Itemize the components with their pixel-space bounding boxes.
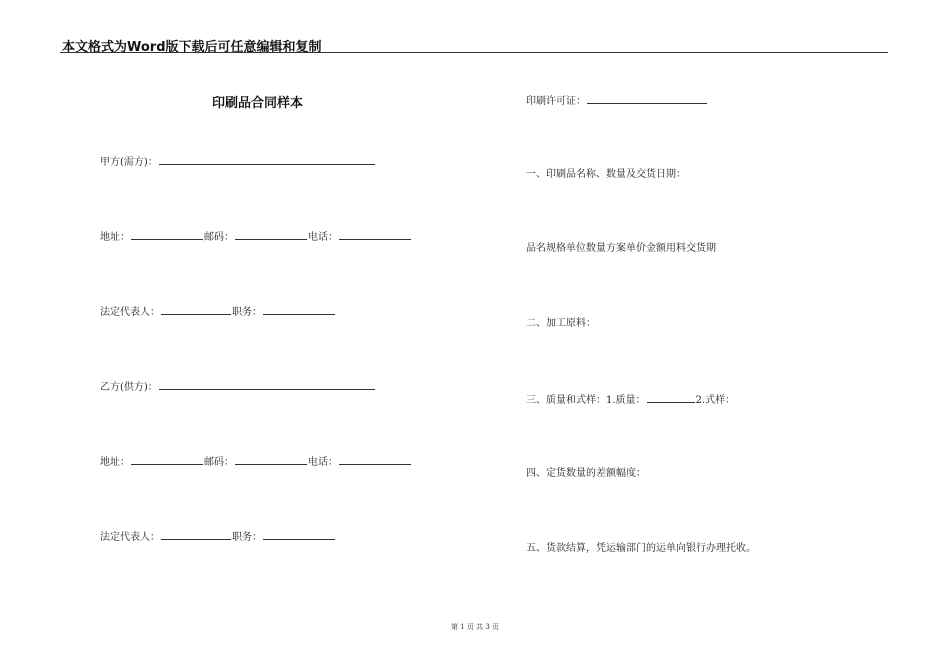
rep-a-blank[interactable] [161, 304, 231, 315]
post-a-blank[interactable] [263, 304, 335, 315]
address-a-label: 地址： [100, 232, 130, 243]
party-a-line [100, 154, 376, 168]
section-1-columns: 品名规格单位数量方案单价金额用料交货期 [526, 243, 716, 254]
license-label: 印刷许可证： [526, 96, 586, 107]
section-3-line [526, 392, 735, 406]
rep-a-line [100, 304, 336, 318]
rep-a-label: 法定代表人： [100, 307, 160, 318]
header-divider [60, 52, 888, 53]
address-b-line [100, 454, 412, 468]
post-a-label: 职务： [232, 307, 262, 318]
quality-label: 三、质量和式样：1.质量： [526, 395, 646, 406]
quality-blank[interactable] [647, 392, 695, 403]
zip-b-label: 邮码： [204, 457, 234, 468]
party-b-label: 乙方(供方)： [100, 382, 158, 393]
post-b-label: 职务： [232, 532, 262, 543]
rep-b-label: 法定代表人： [100, 532, 160, 543]
party-b-line [100, 379, 376, 393]
license-blank[interactable] [587, 93, 707, 104]
style-label: 2.式样： [695, 395, 736, 406]
party-b-blank[interactable] [159, 379, 375, 390]
rep-b-blank[interactable] [161, 529, 231, 540]
page-number: 第 1 页 共 3 页 [450, 623, 500, 631]
party-a-label: 甲方(需方)： [100, 157, 158, 168]
license-line [526, 93, 708, 107]
address-a-blank[interactable] [131, 229, 203, 240]
tel-b-blank[interactable] [339, 454, 411, 465]
section-1-heading: 一、印刷品名称、数量及交货日期： [526, 169, 686, 180]
tel-b-label: 电话： [308, 457, 338, 468]
address-b-label: 地址： [100, 457, 130, 468]
tel-a-blank[interactable] [339, 229, 411, 240]
address-b-blank[interactable] [131, 454, 203, 465]
section-2-heading: 二、加工原料： [526, 318, 596, 329]
zip-b-blank[interactable] [235, 454, 307, 465]
section-4-heading: 四、定货数量的差额幅度： [526, 468, 646, 479]
tel-a-label: 电话： [308, 232, 338, 243]
zip-a-label: 邮码： [204, 232, 234, 243]
section-5-text: 五、货款结算，凭运输部门的运单向银行办理托收。 [526, 543, 756, 554]
party-a-blank[interactable] [159, 154, 375, 165]
rep-b-line [100, 529, 336, 543]
address-a-line [100, 229, 412, 243]
post-b-blank[interactable] [263, 529, 335, 540]
header-title: 本文格式为Word版下载后可任意编辑和复制 [62, 40, 322, 55]
document-title: 印刷品合同样本 [212, 96, 304, 111]
zip-a-blank[interactable] [235, 229, 307, 240]
